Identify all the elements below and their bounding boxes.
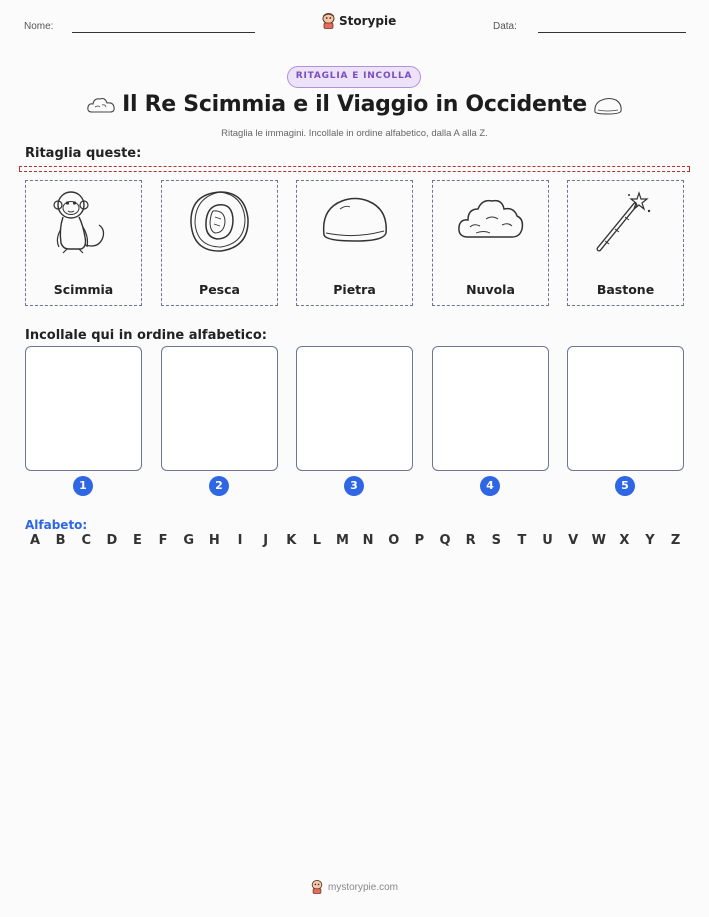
alphabet-label: Alfabeto: bbox=[25, 518, 88, 532]
cut-card-pesca[interactable] bbox=[161, 180, 278, 306]
stone-icon bbox=[320, 189, 390, 255]
paste-section-title: Incollale qui in ordine alfabetico: bbox=[25, 328, 267, 343]
cut-card-scimmia[interactable] bbox=[25, 180, 142, 306]
date-line bbox=[538, 32, 686, 33]
number-badge-3: 3 bbox=[344, 476, 364, 496]
alphabet-letter: L bbox=[312, 533, 322, 548]
cut-card-pietra[interactable] bbox=[296, 180, 413, 306]
storypie-logo-icon bbox=[311, 880, 323, 894]
alphabet-row bbox=[25, 533, 686, 548]
alphabet-letter: G bbox=[183, 533, 195, 548]
alphabet-letter: O bbox=[388, 533, 400, 548]
alphabet-letter: P bbox=[414, 533, 425, 548]
alphabet-letter: W bbox=[591, 533, 606, 548]
alphabet-letter: R bbox=[465, 533, 476, 548]
paste-box-1[interactable] bbox=[25, 346, 142, 471]
stone-icon bbox=[592, 95, 624, 117]
alphabet-letter: N bbox=[362, 533, 374, 548]
number-badge-2: 2 bbox=[209, 476, 229, 496]
instructions: Ritaglia le immagini. Incollale in ordine alfabetico, dalla A alla Z. bbox=[221, 128, 488, 139]
alphabet-letter: Z bbox=[670, 533, 681, 548]
cut-card-nuvola[interactable] bbox=[432, 180, 549, 306]
card-label: Pesca bbox=[199, 282, 240, 297]
paste-box-5[interactable] bbox=[567, 346, 684, 471]
alphabet-letter: Y bbox=[645, 533, 655, 548]
date-label: Data: bbox=[493, 21, 517, 32]
card-label: Nuvola bbox=[466, 282, 515, 297]
cloud-icon bbox=[456, 189, 526, 255]
alphabet-letter: C bbox=[81, 533, 92, 548]
alphabet-letter: E bbox=[133, 533, 142, 548]
alphabet-letter: J bbox=[263, 533, 269, 548]
alphabet-letter: M bbox=[336, 533, 349, 548]
cut-section-title: Ritaglia queste: bbox=[25, 146, 142, 161]
alphabet-letter: H bbox=[208, 533, 220, 548]
peach-icon bbox=[185, 189, 255, 255]
cloud-icon bbox=[86, 95, 116, 117]
footer-url[interactable]: mystorypie.com bbox=[327, 881, 398, 893]
logo-text: Storypie bbox=[339, 14, 397, 28]
cut-card-bastone[interactable] bbox=[567, 180, 684, 306]
number-badge-4: 4 bbox=[480, 476, 500, 496]
number-badge-5: 5 bbox=[615, 476, 635, 496]
logo bbox=[322, 13, 396, 29]
card-label: Scimmia bbox=[53, 282, 114, 297]
paste-box-4[interactable] bbox=[432, 346, 549, 471]
storypie-logo-icon bbox=[322, 13, 335, 29]
alphabet-letter: F bbox=[158, 533, 168, 548]
alphabet-letter: X bbox=[619, 533, 630, 548]
alphabet-letter: S bbox=[491, 533, 501, 548]
card-label: Pietra bbox=[333, 282, 376, 297]
paste-box-3[interactable] bbox=[296, 346, 413, 471]
cut-line bbox=[19, 166, 690, 172]
page-title: Il Re Scimmia e il Viaggio in Occidente bbox=[122, 92, 587, 117]
paste-box-2[interactable] bbox=[161, 346, 278, 471]
monkey-icon bbox=[49, 189, 119, 255]
alphabet-letter: V bbox=[568, 533, 579, 548]
alphabet-letter: T bbox=[517, 533, 527, 548]
alphabet-letter: D bbox=[106, 533, 118, 548]
number-badge-1: 1 bbox=[73, 476, 93, 496]
alphabet-letter: U bbox=[542, 533, 553, 548]
staff-icon bbox=[591, 189, 661, 255]
alphabet-letter: B bbox=[55, 533, 66, 548]
alphabet-letter: Q bbox=[439, 533, 451, 548]
name-line bbox=[72, 32, 255, 33]
alphabet-letter: K bbox=[286, 533, 297, 548]
name-label: Nome: bbox=[24, 21, 54, 32]
card-label: Bastone bbox=[596, 282, 655, 297]
alphabet-letter: A bbox=[29, 533, 41, 548]
alphabet-letter: I bbox=[237, 533, 243, 548]
activity-badge: RITAGLIA E INCOLLA bbox=[287, 66, 421, 88]
footer bbox=[0, 880, 709, 894]
